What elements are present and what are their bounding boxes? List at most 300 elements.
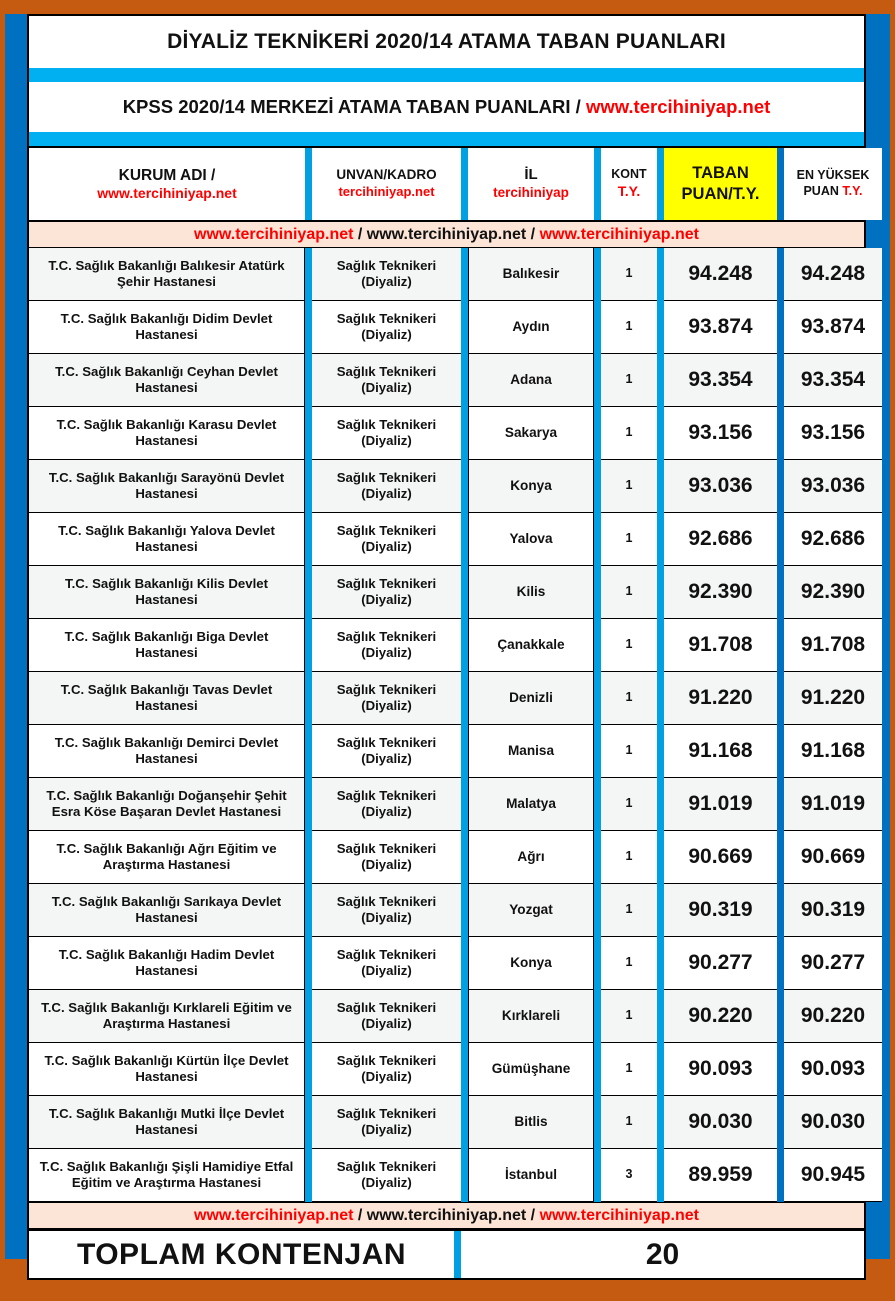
column-header-taban-puan <box>664 148 777 220</box>
row-separator-5 <box>777 513 784 566</box>
cell-taban-text: 92.686 <box>688 527 753 551</box>
column-separator-3 <box>594 148 601 220</box>
cell-unvan-kadro <box>312 248 461 301</box>
cell-kurum-text: T.C. Sağlık Bakanlığı Şişli Hamidiye Etfal Eğitim ve Araştırma Hastanesi <box>39 1158 294 1190</box>
cell-unvan-text: Sağlık Teknikeri (Diyaliz) <box>336 946 437 978</box>
row-separator-4 <box>657 301 664 354</box>
table-row <box>29 672 864 725</box>
row-separator-4 <box>657 566 664 619</box>
table-row <box>29 407 864 460</box>
cell-taban-text: 90.277 <box>688 951 753 975</box>
page-title <box>27 14 866 68</box>
row-separator-2 <box>461 513 468 566</box>
table-row <box>29 619 864 672</box>
cell-en-yuksek-puan <box>784 672 882 725</box>
column-header-taban-line2: PUAN/T.Y. <box>681 185 760 203</box>
ad-banner-bottom-text <box>194 1207 699 1225</box>
cell-il <box>468 672 594 725</box>
row-separator-2 <box>461 937 468 990</box>
table-row <box>29 1096 864 1149</box>
cell-il <box>468 1043 594 1096</box>
row-separator-1 <box>305 884 312 937</box>
row-separator-5 <box>777 990 784 1043</box>
row-separator-5 <box>777 725 784 778</box>
row-separator-3 <box>594 831 601 884</box>
cell-il <box>468 884 594 937</box>
cell-en-yuksek-puan <box>784 619 882 672</box>
row-separator-2 <box>461 831 468 884</box>
cell-il <box>468 1149 594 1202</box>
cell-en-yuksek-puan <box>784 937 882 990</box>
table-row <box>29 566 864 619</box>
cell-unvan-kadro <box>312 725 461 778</box>
cell-il-text: Yalova <box>509 530 553 546</box>
cell-il <box>468 354 594 407</box>
cell-taban-puan <box>664 407 777 460</box>
cell-unvan-kadro <box>312 1096 461 1149</box>
row-separator-4 <box>657 619 664 672</box>
column-header-unvan <box>312 148 461 220</box>
page-subtitle <box>27 82 866 132</box>
row-separator-3 <box>594 248 601 301</box>
cell-kurum-text: T.C. Sağlık Bakanlığı Sarayönü Devlet Hastanesi <box>48 469 285 501</box>
cell-yuksek-text: 90.319 <box>800 898 866 922</box>
table-sheet <box>27 14 870 1271</box>
cell-kurum-adi <box>29 619 305 672</box>
cell-kurum-adi <box>29 1149 305 1202</box>
column-header-unvan-line2: tercihiniyap.net <box>338 184 435 200</box>
cell-kontenjan <box>601 248 657 301</box>
table-row <box>29 460 864 513</box>
row-separator-2 <box>461 990 468 1043</box>
cell-taban-puan <box>664 301 777 354</box>
subtitle-site-link[interactable]: www.tercihiniyap.net <box>585 96 771 117</box>
cell-taban-puan <box>664 354 777 407</box>
row-separator-1 <box>305 990 312 1043</box>
cell-unvan-text: Sağlık Teknikeri (Diyaliz) <box>336 1052 437 1084</box>
column-header-yuksek-line1: EN YÜKSEK <box>796 168 870 183</box>
row-separator-5 <box>777 301 784 354</box>
row-separator-1 <box>305 460 312 513</box>
row-separator-1 <box>305 672 312 725</box>
cell-il <box>468 725 594 778</box>
row-separator-5 <box>777 619 784 672</box>
cell-en-yuksek-puan <box>784 248 882 301</box>
cell-il-text: Balıkesir <box>502 265 560 281</box>
cell-kontenjan <box>601 990 657 1043</box>
total-label: TOPLAM KONTENJAN <box>29 1231 454 1278</box>
row-separator-1 <box>305 831 312 884</box>
cell-unvan-kadro <box>312 407 461 460</box>
cell-il <box>468 1096 594 1149</box>
cell-en-yuksek-puan <box>784 778 882 831</box>
cell-yuksek-text: 91.168 <box>800 739 866 763</box>
column-header-taban-line1: TABAN <box>692 164 749 183</box>
cell-kont-text: 1 <box>625 531 633 546</box>
ad-link-4[interactable]: www.tercihiniyap.net <box>194 1206 354 1224</box>
cell-en-yuksek-puan <box>784 725 882 778</box>
column-header-il-line1: İL <box>524 166 538 184</box>
row-separator-2 <box>461 725 468 778</box>
row-separator-5 <box>777 566 784 619</box>
cell-en-yuksek-puan <box>784 1096 882 1149</box>
row-separator-4 <box>657 831 664 884</box>
page-subtitle-text <box>123 96 771 118</box>
cell-kurum-text: T.C. Sağlık Bakanlığı Kilis Devlet Hastanesi <box>64 575 268 607</box>
row-separator-4 <box>657 513 664 566</box>
row-separator-4 <box>657 460 664 513</box>
cell-en-yuksek-puan <box>784 884 882 937</box>
cell-taban-puan <box>664 937 777 990</box>
cell-il <box>468 990 594 1043</box>
cell-kurum-adi <box>29 725 305 778</box>
cell-taban-puan <box>664 1096 777 1149</box>
cell-unvan-text: Sağlık Teknikeri (Diyaliz) <box>336 469 437 501</box>
cell-unvan-text: Sağlık Teknikeri (Diyaliz) <box>336 522 437 554</box>
row-separator-5 <box>777 672 784 725</box>
column-separator-5 <box>777 148 784 220</box>
cell-kurum-adi <box>29 407 305 460</box>
cell-taban-text: 91.708 <box>688 633 753 657</box>
cell-kontenjan <box>601 672 657 725</box>
column-header-yuksek-line2-red: T.Y. <box>842 184 863 198</box>
row-separator-2 <box>461 884 468 937</box>
row-separator-3 <box>594 407 601 460</box>
row-separator-4 <box>657 1096 664 1149</box>
cell-taban-text: 93.036 <box>688 474 753 498</box>
cell-taban-puan <box>664 831 777 884</box>
ad-link-6[interactable]: www.tercihiniyap.net <box>539 1206 699 1224</box>
cell-kont-text: 1 <box>625 955 633 970</box>
cell-en-yuksek-puan <box>784 460 882 513</box>
cell-kont-text: 1 <box>625 1061 633 1076</box>
row-separator-3 <box>594 672 601 725</box>
cell-en-yuksek-puan <box>784 831 882 884</box>
row-separator-3 <box>594 1096 601 1149</box>
cell-kont-text: 1 <box>625 266 633 281</box>
cell-kont-text: 1 <box>625 478 633 493</box>
cell-kont-text: 1 <box>625 637 633 652</box>
cell-kont-text: 1 <box>625 743 633 758</box>
table-row <box>29 354 864 407</box>
row-separator-4 <box>657 407 664 460</box>
cell-kurum-adi <box>29 778 305 831</box>
row-separator-2 <box>461 619 468 672</box>
cell-il <box>468 831 594 884</box>
cell-kontenjan <box>601 407 657 460</box>
cell-il <box>468 778 594 831</box>
ad-banner-bottom <box>27 1202 866 1229</box>
cell-taban-puan <box>664 1043 777 1096</box>
cell-kont-text: 1 <box>625 1008 633 1023</box>
column-header-kurum <box>29 148 305 220</box>
cell-yuksek-text: 90.945 <box>800 1163 866 1187</box>
row-separator-1 <box>305 1043 312 1096</box>
row-separator-3 <box>594 566 601 619</box>
row-separator-5 <box>777 460 784 513</box>
subtitle-black-text: KPSS 2020/14 MERKEZİ ATAMA TABAN PUANLARI / <box>122 96 586 117</box>
cell-unvan-text: Sağlık Teknikeri (Diyaliz) <box>336 310 437 342</box>
table-row <box>29 513 864 566</box>
cell-unvan-kadro <box>312 937 461 990</box>
cell-unvan-text: Sağlık Teknikeri (Diyaliz) <box>336 628 437 660</box>
cell-en-yuksek-puan <box>784 990 882 1043</box>
row-separator-4 <box>657 354 664 407</box>
cell-yuksek-text: 92.686 <box>800 527 866 551</box>
cell-unvan-text: Sağlık Teknikeri (Diyaliz) <box>336 1105 437 1137</box>
ad-link-3[interactable]: www.tercihiniyap.net <box>539 225 699 243</box>
ad-link-5[interactable]: www.tercihiniyap.net <box>366 1206 527 1224</box>
cell-il-text: Yozgat <box>509 901 553 917</box>
cell-yuksek-text: 90.093 <box>800 1057 866 1081</box>
cell-unvan-kadro <box>312 778 461 831</box>
cell-en-yuksek-puan <box>784 566 882 619</box>
cell-kurum-adi <box>29 937 305 990</box>
cell-kurum-text: T.C. Sağlık Bakanlığı Ceyhan Devlet Hastanesi <box>55 363 278 395</box>
total-row <box>27 1229 866 1280</box>
row-separator-3 <box>594 619 601 672</box>
cell-il <box>468 566 594 619</box>
row-separator-1 <box>305 566 312 619</box>
column-separator-2 <box>461 148 468 220</box>
cell-taban-puan <box>664 672 777 725</box>
row-separator-3 <box>594 778 601 831</box>
column-header-kont-line2: T.Y. <box>617 183 641 200</box>
cell-kurum-text: T.C. Sağlık Bakanlığı Hadim Devlet Hastanesi <box>58 946 275 978</box>
cell-kontenjan <box>601 725 657 778</box>
cell-en-yuksek-puan <box>784 354 882 407</box>
cell-kont-text: 1 <box>625 1114 633 1129</box>
column-header-unvan-line1: UNVAN/KADRO <box>336 167 437 183</box>
cell-unvan-text: Sağlık Teknikeri (Diyaliz) <box>336 787 437 819</box>
cell-kurum-text: T.C. Sağlık Bakanlığı Yalova Devlet Hastanesi <box>58 522 275 554</box>
table-header-row <box>27 146 870 222</box>
row-separator-1 <box>305 619 312 672</box>
cell-il <box>468 937 594 990</box>
row-separator-2 <box>461 301 468 354</box>
cell-kurum-adi <box>29 301 305 354</box>
ad-sep-2: / <box>526 225 540 243</box>
table-row <box>29 884 864 937</box>
cell-taban-puan <box>664 778 777 831</box>
row-separator-1 <box>305 778 312 831</box>
cell-il-text: Malatya <box>506 795 556 811</box>
cell-unvan-kadro <box>312 354 461 407</box>
column-header-yuksek-line2-black: PUAN <box>803 184 843 198</box>
row-separator-1 <box>305 513 312 566</box>
cell-kontenjan <box>601 1096 657 1149</box>
cell-kont-text: 1 <box>625 902 633 917</box>
ad-sep-3: / <box>353 1206 367 1224</box>
row-separator-3 <box>594 990 601 1043</box>
cell-kont-text: 1 <box>625 690 633 705</box>
cell-unvan-kadro <box>312 619 461 672</box>
row-separator-1 <box>305 354 312 407</box>
cell-unvan-kadro <box>312 1149 461 1202</box>
row-separator-2 <box>461 566 468 619</box>
cell-yuksek-text: 93.874 <box>800 315 866 339</box>
cell-il-text: Ağrı <box>517 848 545 864</box>
cell-il-text: İstanbul <box>504 1166 558 1182</box>
cell-taban-text: 90.030 <box>688 1110 753 1134</box>
cell-il-text: Konya <box>510 477 552 493</box>
page-title-text: DİYALİZ TEKNİKERİ 2020/14 ATAMA TABAN PUANLARI <box>167 30 726 53</box>
cell-taban-text: 91.019 <box>688 792 753 816</box>
cell-taban-text: 94.248 <box>688 262 753 286</box>
cell-en-yuksek-puan <box>784 513 882 566</box>
cell-unvan-kadro <box>312 672 461 725</box>
ad-sep-4: / <box>526 1206 540 1224</box>
cell-il-text: Konya <box>510 954 552 970</box>
cell-unvan-kadro <box>312 566 461 619</box>
row-separator-5 <box>777 1149 784 1202</box>
cell-taban-puan <box>664 619 777 672</box>
row-separator-5 <box>777 1096 784 1149</box>
cell-il-text: Sakarya <box>504 424 558 440</box>
column-header-kurum-line1: KURUM ADI / <box>118 166 216 184</box>
ad-banner-top-text <box>194 226 699 244</box>
cell-unvan-kadro <box>312 990 461 1043</box>
row-separator-1 <box>305 407 312 460</box>
cell-taban-text: 90.319 <box>688 898 753 922</box>
cell-kontenjan <box>601 778 657 831</box>
table-row <box>29 725 864 778</box>
cell-unvan-text: Sağlık Teknikeri (Diyaliz) <box>336 257 437 289</box>
cell-kontenjan <box>601 301 657 354</box>
table-row <box>29 1149 864 1202</box>
row-separator-4 <box>657 778 664 831</box>
cell-kontenjan <box>601 1043 657 1096</box>
ad-link-1[interactable]: www.tercihiniyap.net <box>194 225 354 243</box>
cell-kont-text: 1 <box>625 372 633 387</box>
table-row <box>29 831 864 884</box>
ad-sep-1: / <box>353 225 367 243</box>
row-separator-2 <box>461 1096 468 1149</box>
cell-kurum-adi <box>29 1043 305 1096</box>
row-separator-3 <box>594 460 601 513</box>
cell-taban-text: 93.874 <box>688 315 753 339</box>
cell-taban-puan <box>664 725 777 778</box>
row-separator-1 <box>305 1149 312 1202</box>
row-separator-2 <box>461 1043 468 1096</box>
cell-yuksek-text: 91.019 <box>800 792 866 816</box>
column-separator-1 <box>305 148 312 220</box>
cell-unvan-text: Sağlık Teknikeri (Diyaliz) <box>336 734 437 766</box>
total-value: 20 <box>461 1231 864 1278</box>
row-separator-4 <box>657 1149 664 1202</box>
cell-kont-text: 1 <box>625 584 633 599</box>
row-separator-5 <box>777 354 784 407</box>
cell-kurum-adi <box>29 884 305 937</box>
cell-kurum-adi <box>29 460 305 513</box>
row-separator-3 <box>594 354 601 407</box>
cell-taban-text: 91.220 <box>688 686 753 710</box>
cell-unvan-kadro <box>312 831 461 884</box>
cell-taban-puan <box>664 460 777 513</box>
row-separator-2 <box>461 407 468 460</box>
cell-kurum-adi <box>29 990 305 1043</box>
row-separator-4 <box>657 884 664 937</box>
row-separator-4 <box>657 725 664 778</box>
cell-il-text: Denizli <box>509 689 553 705</box>
cell-taban-puan <box>664 248 777 301</box>
cell-kont-text: 1 <box>625 849 633 864</box>
cell-kurum-text: T.C. Sağlık Bakanlığı Mutki İlçe Devlet Hastanesi <box>48 1105 285 1137</box>
row-separator-4 <box>657 990 664 1043</box>
cell-kurum-adi <box>29 672 305 725</box>
cell-kontenjan <box>601 566 657 619</box>
row-separator-1 <box>305 725 312 778</box>
row-separator-4 <box>657 1043 664 1096</box>
cell-kontenjan <box>601 354 657 407</box>
cell-il <box>468 619 594 672</box>
cell-taban-text: 92.390 <box>688 580 753 604</box>
cell-yuksek-text: 92.390 <box>800 580 866 604</box>
cell-kurum-text: T.C. Sağlık Bakanlığı Balıkesir Atatürk Şehir Hastanesi <box>48 257 285 289</box>
row-separator-5 <box>777 1043 784 1096</box>
row-separator-2 <box>461 460 468 513</box>
cell-il <box>468 248 594 301</box>
cell-il <box>468 460 594 513</box>
row-separator-2 <box>461 672 468 725</box>
cell-kurum-text: T.C. Sağlık Bakanlığı Doğanşehir Şehit Esra Köse Başaran Devlet Hastanesi <box>46 787 287 819</box>
cell-taban-text: 90.093 <box>688 1057 753 1081</box>
cell-kontenjan <box>601 619 657 672</box>
cell-unvan-text: Sağlık Teknikeri (Diyaliz) <box>336 840 437 872</box>
cell-il-text: Aydın <box>512 318 550 334</box>
row-separator-3 <box>594 937 601 990</box>
cell-yuksek-text: 90.030 <box>800 1110 866 1134</box>
cell-unvan-kadro <box>312 884 461 937</box>
cell-kurum-adi <box>29 354 305 407</box>
row-separator-1 <box>305 1096 312 1149</box>
cell-unvan-text: Sağlık Teknikeri (Diyaliz) <box>336 363 437 395</box>
row-separator-3 <box>594 1149 601 1202</box>
cell-unvan-text: Sağlık Teknikeri (Diyaliz) <box>336 575 437 607</box>
cell-kurum-adi <box>29 248 305 301</box>
cell-unvan-kadro <box>312 513 461 566</box>
cell-il <box>468 407 594 460</box>
row-separator-5 <box>777 937 784 990</box>
table-row <box>29 301 864 354</box>
cell-kurum-adi <box>29 831 305 884</box>
cell-kont-text: 3 <box>625 1167 633 1182</box>
cell-il-text: Bitlis <box>514 1113 548 1129</box>
row-separator-5 <box>777 884 784 937</box>
ad-link-2[interactable]: www.tercihiniyap.net <box>366 225 527 243</box>
cell-kontenjan <box>601 513 657 566</box>
cell-taban-puan <box>664 990 777 1043</box>
cell-en-yuksek-puan <box>784 407 882 460</box>
row-separator-2 <box>461 778 468 831</box>
table-row <box>29 248 864 301</box>
total-row-separator <box>454 1231 461 1278</box>
row-separator-4 <box>657 248 664 301</box>
row-separator-5 <box>777 248 784 301</box>
cell-yuksek-text: 90.277 <box>800 951 866 975</box>
cell-il-text: Manisa <box>507 742 555 758</box>
cell-il <box>468 301 594 354</box>
column-separator-4 <box>657 148 664 220</box>
cell-unvan-text: Sağlık Teknikeri (Diyaliz) <box>336 416 437 448</box>
cell-yuksek-text: 93.156 <box>800 421 866 445</box>
cell-unvan-kadro <box>312 1043 461 1096</box>
row-separator-5 <box>777 778 784 831</box>
row-separator-4 <box>657 937 664 990</box>
column-header-kurum-line2: www.tercihiniyap.net <box>97 184 237 201</box>
row-separator-3 <box>594 513 601 566</box>
table-row <box>29 1043 864 1096</box>
